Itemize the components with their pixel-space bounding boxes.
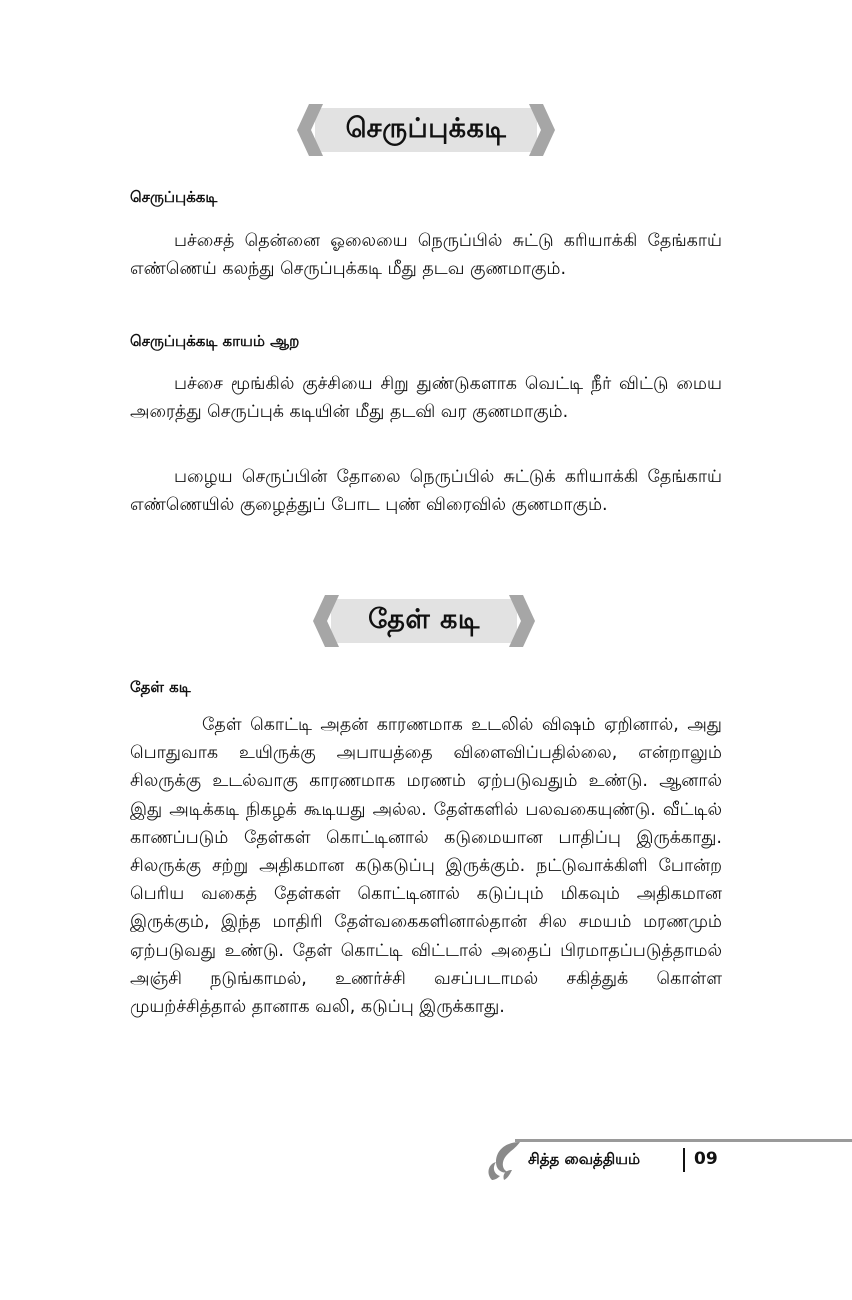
- footer-book-title: சித்த வைத்தியம்: [528, 1150, 641, 1168]
- chevron-right-icon: [525, 104, 555, 156]
- paragraph: தேள் கொட்டி அதன் காரணமாக உடலில் விஷம் ஏறினால், அது பொதுவாக உயிருக்கு அபாயத்தை விளைவிப்பதில்லை, என்றாலும் சிலருக்கு உடல்வாகு காரணமாக மரணம் ஏற்படுவதும் உண்டு. ஆனால் இது அடிக்கடி நிகழக் கூடியது அல்ல. தேள்களில் பலவகையுண்டு. வீட்டில் காணப்படும் தேள்கள் கொட்டினால் கடுமையான பாதிப்பு இருக்காது. சிலருக்கு சற்று அதிகமான கடுகடுப்பு இருக்கும். நட்டுவாக்கிளி போன்ற பெரிய வகைத் தேள்கள் கொட்டினால் கடுப்பும் மிகவும் அதிகமான இருக்கும், இந்த மாதிரி தேள்வகைகளினால்தான் சில சமயம் மரணமும் ஏற்படுவது உண்டு. தேள் கொட்டி விட்டால் அதைப் பிரமாதப்படுத்தாமல் அஞ்சி நடுங்காமல், உணர்ச்சி வசப்படாமல் சகித்துக் கொள்ள முயற்ச்சித்தால் தானாக வலி, கடுப்பு இருக்காது.: [130, 715, 722, 1018]
- chevron-left-icon: [297, 104, 327, 156]
- paragraph: பழைய செருப்பின் தோலை நெருப்பில் சுட்டுக் கரியாக்கி தேங்காய் எண்ணெயில் குழைத்துப் போட புண் விரைவில் குணமாகும்.: [130, 467, 722, 516]
- footer-rule: [515, 1139, 852, 1142]
- leaf-swirl-ornament-icon: [484, 1140, 524, 1182]
- chevron-left-icon: [313, 595, 343, 647]
- paragraph: பச்சை மூங்கில் குச்சியை சிறு துண்டுகளாக வெட்டி நீர் விட்டு மைய அரைத்து செருப்புக் கடியின் மீது தடவி வர குணமாகும்.: [130, 374, 722, 423]
- section-title: செருப்புக்கடி: [345, 112, 507, 144]
- subheading: தேள் கடி: [130, 678, 191, 696]
- section-title: தேள் கடி: [368, 603, 480, 635]
- section-banner-1: [297, 104, 555, 156]
- subheading: செருப்புக்கடி: [130, 188, 218, 206]
- subheading: செருப்புக்கடி காயம் ஆற: [130, 332, 300, 350]
- paragraph: பச்சைத் தென்னை ஓலையை நெருப்பில் சுட்டு கரியாக்கி தேங்காய் எண்ணெய் கலந்து செருப்புக்கடி மீது தடவ குணமாகும்.: [130, 231, 722, 280]
- page-number: 09: [694, 1149, 718, 1169]
- footer-separator: [683, 1148, 685, 1172]
- chevron-right-icon: [505, 595, 535, 647]
- section-banner-2: [313, 595, 535, 647]
